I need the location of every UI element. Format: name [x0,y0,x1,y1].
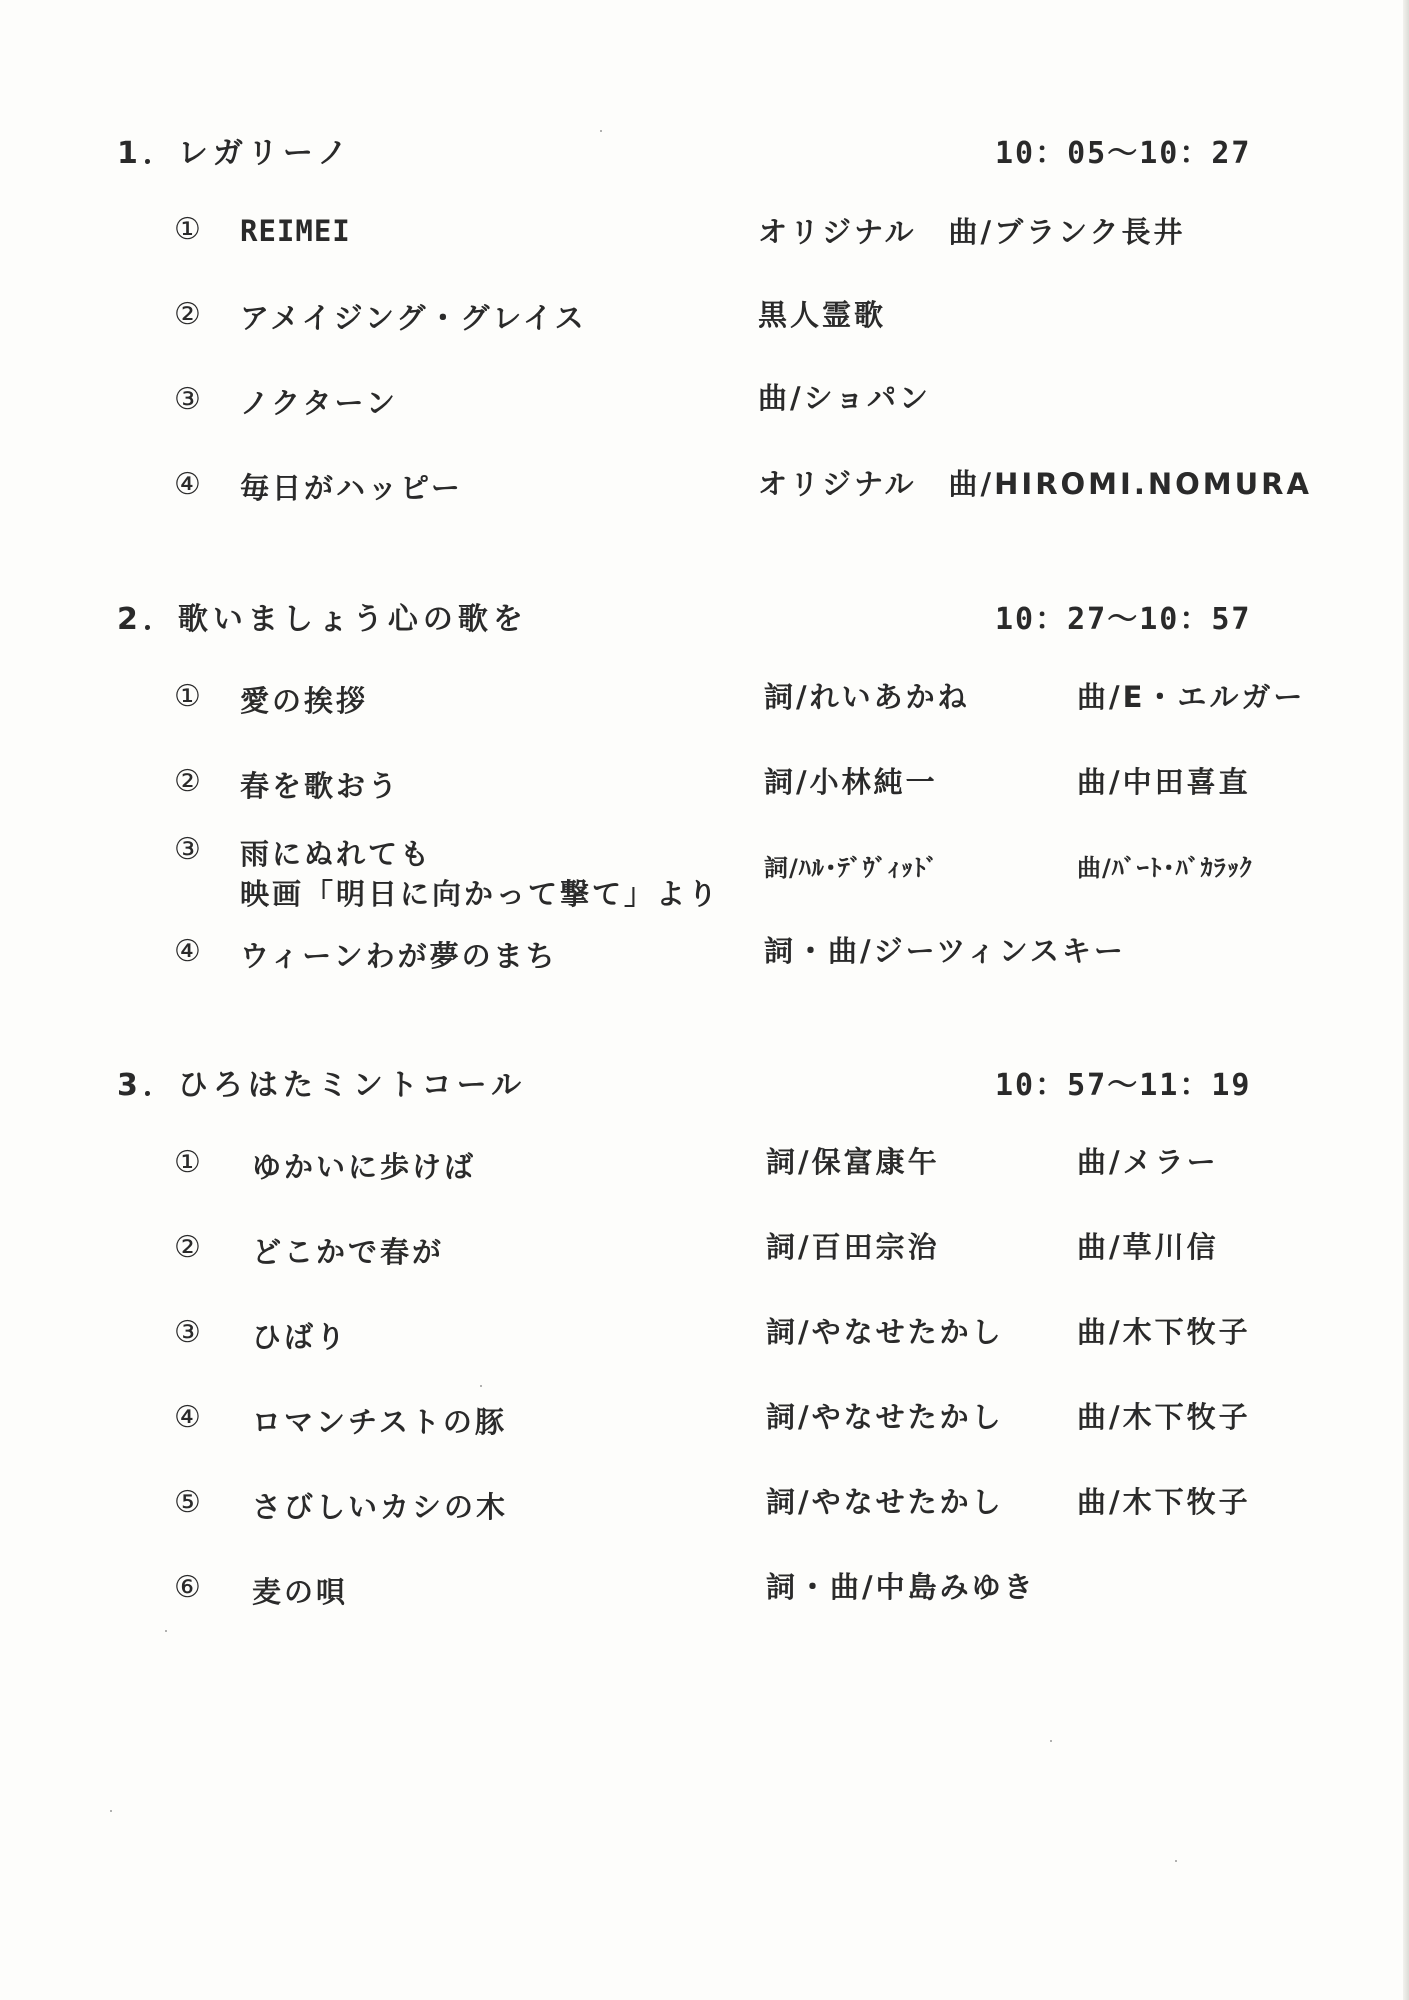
item-number: ① [174,212,204,247]
lyricist-credit: 詞/百田宗治 [766,1230,940,1264]
item-number: ③ [174,382,204,417]
scan-speck [165,1630,167,1632]
song-title: REIMEI [240,214,351,248]
song-title: さびしいカシの木 [252,1490,509,1524]
composer-credit: 曲/中田喜直 [1077,765,1251,799]
song-title: ひばり [252,1320,349,1354]
scan-speck [110,1810,112,1812]
lyricist-credit: 詞/ﾊﾙ･ﾃﾞｳﾞｨｯﾄﾞ [764,854,939,882]
item-number: ⑥ [174,1570,204,1605]
scan-speck [480,1385,482,1387]
item-number: ③ [174,832,204,867]
lyricist-credit: 詞/保富康午 [766,1145,940,1179]
section-1-heading: 1．レガリーノ [117,136,353,171]
song-subtitle: 映画「明日に向かって撃て」より [240,877,721,911]
scan-speck [1175,1860,1177,1862]
song-title: どこかで春が [252,1235,445,1269]
item-number: ① [174,679,204,714]
item-number: ④ [174,1400,204,1435]
lyricist-credit: 詞/やなせたかし [766,1485,1004,1519]
lyricist-credit: 詞/やなせたかし [766,1400,1004,1434]
song-title: ゆかいに歩けば [252,1150,477,1184]
song-credit: オリジナル 曲/HIROMI.NOMURA [758,467,1312,501]
lyricist-credit: 詞/やなせたかし [766,1315,1004,1349]
composer-credit: 曲/草川信 [1077,1230,1219,1264]
item-number: ② [174,297,204,332]
item-number: ⑤ [174,1485,204,1520]
composer-credit: 曲/ﾊﾞｰﾄ･ﾊﾞｶﾗｯｸ [1077,854,1253,882]
item-number: ① [174,1145,204,1180]
song-title: 毎日がハッピー [240,471,463,505]
section-3-heading: 3．ひろはたミントコール [117,1068,527,1103]
item-number: ④ [174,934,204,969]
scan-speck [1050,1740,1052,1742]
lyricist-credit: 詞/小林純一 [764,765,938,799]
song-title: 愛の挨拶 [240,684,369,718]
section-2-heading: 2．歌いましょう心の歌を [117,602,528,637]
item-number: ② [174,1230,204,1265]
composer-credit: 曲/木下牧子 [1077,1485,1251,1519]
song-credit: 曲/ショパン [758,381,932,415]
song-title: 麦の唄 [252,1575,349,1609]
scan-speck [600,130,602,132]
item-number: ④ [174,467,204,502]
section-1-time: 10：05～10：27 [995,136,1252,171]
song-credit: 黒人霊歌 [758,298,887,332]
section-2-time: 10：27～10：57 [995,602,1252,637]
item-number: ② [174,764,204,799]
composer-credit: 曲/E・エルガー [1077,680,1306,714]
song-credit: オリジナル 曲/ブランク長井 [758,215,1186,249]
song-title: ウィーンわが夢のまち [240,939,558,973]
song-title: 雨にぬれても [240,837,433,871]
song-title: 春を歌おう [240,769,401,803]
composer-credit: 曲/木下牧子 [1077,1315,1251,1349]
song-credit: 詞・曲/ジーツィンスキー [764,934,1126,968]
song-title: ノクターン [240,386,398,420]
song-title: ロマンチストの豚 [252,1405,507,1439]
scan-edge-shadow [1403,0,1409,2000]
composer-credit: 曲/メラー [1077,1145,1219,1179]
song-title: アメイジング・グレイス [240,301,587,335]
item-number: ③ [174,1315,204,1350]
composer-credit: 曲/木下牧子 [1077,1400,1251,1434]
lyricist-credit: 詞/れいあかね [764,680,970,714]
song-credit: 詞・曲/中島みゆき [766,1570,1036,1604]
section-3-time: 10：57～11：19 [995,1068,1252,1103]
